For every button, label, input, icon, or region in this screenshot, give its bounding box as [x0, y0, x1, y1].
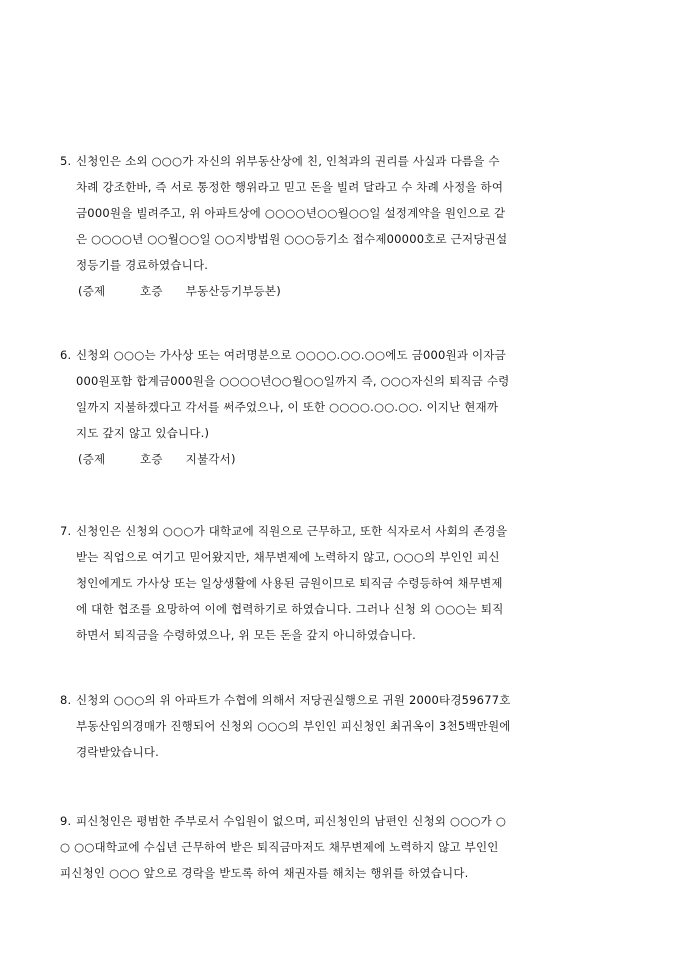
paragraph-line: 에 대한 협조를 요망하여 이에 협력하기로 하였습니다. 그러나 신청 외 ○○○는 퇴직: [76, 602, 504, 616]
paragraph-line: 하면서 퇴직금을 수령하였으나, 위 모든 돈을 갚지 아니하였습니다.: [76, 628, 417, 642]
paragraph-number: 6.: [60, 348, 72, 362]
paragraph-line: 000원포함 합계금000원을 ○○○○년○○월○○일까지 즉, ○○○자신의 퇴직금 수령: [76, 374, 510, 388]
paragraph-text: 신청인은 신청외 ○○○가 대학교에 직원으로 근무하고, 또한 식자로서 사회의 존경을: [76, 524, 508, 538]
paragraph-line: [60, 687, 625, 713]
paragraph-line: 부동산임의경매가 진행되어 신청외 ○○○의 부인인 피신청인 최귀옥이 3천5백만원에: [76, 719, 511, 733]
paragraph-line: 차례 강조한바, 즉 서로 통정한 행위라고 믿고 돈을 빌려 달라고 수 차례 사정을 하여: [76, 180, 504, 194]
paragraph-6: [60, 342, 625, 472]
paragraph-8: [60, 687, 625, 765]
paragraph-line: 청인에게도 가사상 또는 일상생활에 사용된 금원이므로 퇴직금 수령등하여 채무변제: [76, 576, 503, 590]
paragraph-text: 신청외 ○○○는 가사상 또는 여러명분으로 ○○○○.○○.○○에도 금000원과 이자금: [76, 348, 506, 362]
paragraph-number: 9.: [60, 814, 72, 828]
paragraph-5: [60, 148, 625, 304]
paragraph-line: [60, 808, 625, 834]
paragraph-line: [60, 148, 625, 174]
paragraph-9: [60, 808, 625, 886]
paragraph-line: 받는 직업으로 여기고 믿어왔지만, 채무변제에 노력하지 않고, ○○○의 부인인 피신: [76, 550, 500, 564]
evidence-note: (증제 호증 지불각서): [78, 452, 236, 466]
paragraph-number: 8.: [60, 693, 72, 707]
paragraph-7: [60, 518, 625, 648]
paragraph-line: 은 ○○○○년 ○○월○○일 ○○지방법원 ○○○등기소 접수제00000호로 근저당권설: [76, 232, 508, 246]
paragraph-line: 일까지 지불하겠다고 각서를 써주었으나, 이 또한 ○○○○.○○.○○. 이지난 현재까: [76, 400, 499, 414]
paragraph-line: 정등기를 경료하였습니다.: [76, 258, 209, 272]
paragraph-line: 경락받았습니다.: [76, 745, 160, 759]
evidence-note: (증제 호증 부동산등기부등본): [78, 284, 281, 298]
paragraph-number: 5.: [60, 154, 72, 168]
paragraph-line: 피신청인 ○○○ 앞으로 경락을 받도록 하여 채권자를 해치는 행위를 하였습니다.: [60, 866, 469, 880]
paragraph-line: 금000원을 빌려주고, 위 아파트상에 ○○○○년○○월○○일 설정계약을 원인으로 같: [76, 206, 506, 220]
paragraph-line: [60, 342, 625, 368]
paragraph-number: 7.: [60, 524, 72, 538]
paragraph-line: [60, 518, 625, 544]
paragraph-text: 신청외 ○○○의 위 아파트가 수협에 의해서 저당권실행으로 귀원 2000타경59677호: [76, 693, 511, 707]
paragraph-line: ○ ○○대학교에 수십년 근무하여 받은 퇴직금마저도 채무변제에 노력하지 않고 부인인: [60, 840, 499, 854]
paragraph-line: 지도 갚지 않고 있습니다.): [76, 426, 210, 440]
paragraph-text: 신청인은 소외 ○○○가 자신의 위부동산상에 친, 인척과의 권리를 사실과 다름을 수: [76, 154, 500, 168]
paragraph-text: 피신청인은 평범한 주부로서 수입원이 없으며, 피신청인의 남편인 신청외 ○○○가 ○: [76, 814, 507, 828]
